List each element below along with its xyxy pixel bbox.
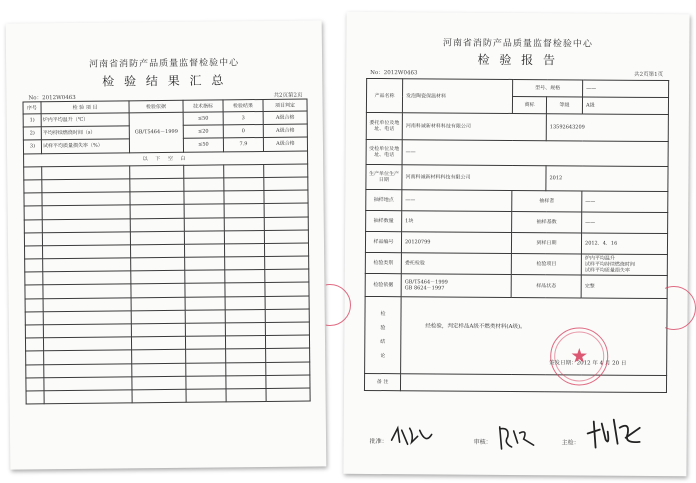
conclusion-cell — [401, 297, 668, 376]
row-item: 炉内平均温升（℃） — [41, 113, 129, 127]
empty-cell — [224, 204, 264, 218]
empty-cell — [26, 391, 44, 404]
empty-cell — [130, 231, 184, 245]
empty-cell — [185, 297, 225, 311]
empty-cell — [265, 282, 309, 296]
remark-value — [400, 374, 666, 393]
sampling-place-label: 抽样地点 — [366, 189, 402, 210]
empty-cell — [131, 257, 185, 271]
empty-cell — [131, 284, 185, 298]
empty-cell — [224, 217, 264, 231]
page-info: 共2页第1页 — [634, 71, 664, 79]
empty-cell — [266, 375, 310, 389]
sample-state-label: 样品状态 — [511, 274, 581, 297]
row-basis: GB/T5464－1999 — [129, 112, 183, 152]
empty-cell — [225, 309, 265, 323]
empty-cell — [224, 164, 264, 178]
issue-date: 2012 年 4 月 20 日 — [576, 360, 627, 367]
row-number: 2) — [23, 127, 41, 140]
empty-cell — [25, 312, 43, 325]
conclusion-char: 结 — [380, 339, 386, 346]
empty-cell — [264, 230, 308, 244]
result-table — [22, 99, 310, 405]
empty-cell — [265, 269, 309, 283]
row-tech: ≤20 — [183, 125, 223, 139]
empty-cell — [26, 364, 44, 377]
seal-star-icon: ★ — [570, 343, 589, 368]
empty-cell — [184, 244, 224, 258]
org-name: 河南省消防产品质量监督检验中心 — [442, 38, 593, 50]
report-table — [364, 78, 669, 393]
empty-cell — [225, 336, 265, 350]
items-value — [581, 254, 667, 276]
arrival-label: 到样日期 — [511, 232, 581, 253]
conclusion-char: 检 — [380, 311, 386, 318]
item-line: 试样平均质量损失率 — [584, 267, 630, 274]
category-label: 检验类别 — [365, 252, 401, 273]
empty-cell — [184, 231, 224, 245]
empty-cell — [44, 390, 132, 404]
empty-cell — [25, 246, 43, 259]
sampling-place: —— — [402, 190, 512, 212]
empty-cell — [43, 245, 131, 259]
header-cell: 检 验 项 目 — [41, 101, 129, 114]
empty-cell — [25, 272, 43, 285]
empty-cell — [185, 336, 225, 350]
issue-label: 签发日期： — [549, 360, 577, 367]
empty-cell — [42, 205, 130, 219]
empty-cell — [43, 297, 131, 311]
empty-cell — [185, 310, 225, 324]
basis-label: 检验依据 — [365, 273, 401, 296]
table-row — [367, 78, 669, 97]
producer-label: 生产单位生产日期 — [366, 164, 402, 189]
empty-cell — [185, 323, 225, 337]
empty-cell — [130, 165, 184, 179]
empty-cell — [25, 338, 43, 351]
summary-page — [6, 20, 327, 469]
item-line: 炉内平均温升 — [584, 255, 615, 262]
blank-note: 以 下 空 白 — [24, 151, 308, 167]
official-seal — [550, 327, 608, 385]
empty-cell — [44, 350, 132, 364]
empty-cell — [185, 270, 225, 284]
basis-line: GB 8624－1997 — [404, 285, 445, 292]
empty-cell — [26, 378, 44, 391]
empty-cell — [44, 363, 132, 377]
table-row — [365, 252, 667, 275]
item-line: 试样平均持续燃烧时间 — [584, 261, 635, 268]
empty-cell — [225, 270, 265, 284]
empty-cell — [225, 296, 265, 310]
empty-cell — [24, 219, 42, 232]
sample-qty-label: 抽样数量 — [366, 210, 402, 231]
model-value: —— — [583, 80, 669, 98]
empty-cell — [132, 389, 186, 403]
page-info: 共2页第2页 — [273, 92, 303, 99]
inspected-label: 受检单位及地址、电话 — [366, 139, 402, 164]
sample-no: 20120799 — [401, 232, 511, 254]
empty-cell — [264, 243, 308, 257]
header-cell: 检验结果 — [223, 99, 263, 111]
table-row — [366, 139, 668, 166]
empty-cell — [43, 258, 131, 272]
empty-cell — [184, 204, 224, 218]
header-cell: 检验依据 — [129, 100, 183, 113]
model-label: 型号、规格 — [513, 79, 583, 96]
empty-cell — [266, 362, 310, 376]
report-number: No：2012W0463 — [28, 94, 76, 102]
empty-cell — [225, 322, 265, 336]
empty-cell — [130, 191, 184, 205]
empty-cell — [42, 166, 130, 180]
empty-cell — [226, 388, 266, 402]
product-name: 发泡陶瓷保温材料 — [402, 79, 512, 114]
empty-cell — [44, 377, 132, 391]
row-number: 1) — [23, 114, 41, 127]
checker-label: 主检： — [561, 439, 580, 447]
row-tech: ≤50 — [183, 138, 223, 152]
empty-cell — [264, 164, 308, 178]
empty-cell — [130, 244, 184, 258]
empty-cell — [25, 325, 43, 338]
empty-cell — [265, 322, 309, 336]
row-item: 平均持续燃烧时间（s） — [41, 126, 129, 140]
page-title: 检 验 报 告 — [477, 52, 559, 68]
empty-cell — [265, 335, 309, 349]
report-page — [343, 12, 689, 476]
empty-row — [26, 388, 310, 404]
empty-cell — [264, 177, 308, 191]
empty-cell — [24, 193, 42, 206]
table-row — [366, 210, 668, 233]
product-name-label: 产品名称 — [366, 78, 402, 112]
checker-signature — [584, 413, 646, 449]
empty-cell — [131, 271, 185, 285]
empty-cell — [132, 376, 186, 390]
reviewer-label: 审核： — [473, 438, 492, 446]
arrival-date: 2012．4．16 — [581, 233, 667, 255]
row-judge: A级合格 — [263, 111, 307, 125]
sampler-label: 抽样者 — [512, 190, 582, 211]
empty-cell — [185, 283, 225, 297]
org-name: 河南省消防产品质量监督检验中心 — [89, 58, 240, 70]
empty-cell — [43, 271, 131, 285]
grade-label: 等级 — [546, 97, 582, 114]
empty-cell — [224, 191, 264, 205]
table-row — [366, 164, 668, 191]
empty-cell — [132, 363, 186, 377]
approver-signature — [388, 422, 436, 448]
empty-cell — [184, 165, 224, 179]
empty-cell — [24, 206, 42, 219]
table-row — [366, 189, 668, 212]
empty-cell — [266, 388, 310, 402]
empty-cell — [43, 311, 131, 325]
header-cell: 序号 — [23, 102, 41, 114]
empty-cell — [185, 257, 225, 271]
empty-cell — [131, 297, 185, 311]
empty-cell — [25, 298, 43, 311]
conclusion-label — [365, 296, 402, 373]
empty-cell — [42, 232, 130, 246]
row-item: 试样平均质量损失率（%） — [41, 139, 129, 153]
remark-label: 备 注 — [364, 373, 400, 390]
row-result: 7.9 — [223, 138, 263, 152]
empty-cell — [132, 350, 186, 364]
sampling-base: —— — [582, 212, 668, 234]
row-judge: A级合格 — [263, 124, 307, 138]
empty-cell — [265, 256, 309, 270]
empty-cell — [42, 192, 130, 206]
empty-cell — [184, 178, 224, 192]
row-result: 0 — [223, 125, 263, 139]
empty-cell — [43, 284, 131, 298]
row-result: 3 — [223, 111, 263, 125]
empty-cell — [26, 351, 44, 364]
client-phone: 13592643209 — [546, 114, 668, 142]
sample-qty: 1块 — [402, 211, 512, 233]
trademark-label: 商标 — [512, 96, 546, 113]
empty-cell — [24, 232, 42, 245]
category-value: 委托检验 — [401, 253, 511, 275]
row-number: 3) — [23, 140, 41, 153]
sample-state: 完整 — [581, 275, 667, 299]
inspected-value: —— — [402, 140, 668, 167]
empty-cell — [264, 190, 308, 204]
empty-cell — [131, 323, 185, 337]
approver-label: 批准： — [369, 437, 388, 446]
empty-cell — [186, 376, 226, 390]
empty-cell — [224, 177, 264, 191]
sample-no-label: 样品编号 — [365, 231, 401, 252]
empty-cell — [264, 203, 308, 217]
conclusion-char: 论 — [380, 353, 386, 360]
empty-cell — [130, 218, 184, 232]
sampling-base-label: 抽样基数 — [512, 211, 582, 232]
table-row — [366, 112, 668, 141]
sampler-value: —— — [582, 191, 668, 213]
producer-value: 河南科诚新材料科技有限公司 — [402, 165, 546, 191]
empty-cell — [265, 296, 309, 310]
empty-cell — [25, 259, 43, 272]
empty-cell — [224, 230, 264, 244]
empty-cell — [131, 310, 185, 324]
row-tech: ≤50 — [183, 112, 223, 126]
row-judge: A级合格 — [263, 137, 307, 151]
empty-cell — [186, 389, 226, 403]
empty-cell — [264, 217, 308, 231]
empty-cell — [226, 349, 266, 363]
empty-cell — [43, 337, 131, 351]
empty-cell — [184, 217, 224, 231]
empty-cell — [24, 180, 42, 193]
empty-cell — [184, 191, 224, 205]
conclusion-text: 经检验，判定样品A级不燃类材料(A级)。 — [425, 323, 526, 331]
grade-value: A级 — [582, 97, 668, 115]
client-label: 委托单位及地址、电话 — [366, 112, 402, 139]
empty-cell — [225, 283, 265, 297]
table-row — [365, 296, 668, 375]
header-cell: 技术指标 — [183, 100, 223, 112]
reviewer-signature — [494, 423, 542, 453]
empty-cell — [43, 324, 131, 338]
empty-cell — [42, 179, 130, 193]
items-label: 检验项目 — [511, 253, 581, 274]
table-row — [364, 373, 666, 392]
basis-value — [401, 274, 511, 298]
table-row — [365, 231, 667, 254]
empty-cell — [226, 375, 266, 389]
empty-cell — [265, 309, 309, 323]
conclusion-char: 验 — [380, 325, 386, 332]
empty-cell — [24, 167, 42, 180]
table-row — [365, 273, 667, 298]
header-cell: 项目判定 — [263, 99, 307, 111]
empty-cell — [42, 218, 130, 232]
page-title: 检 验 结 果 汇 总 — [102, 73, 227, 89]
report-number: No：2012W0463 — [370, 69, 418, 77]
basis-line: GB/T5464－1999 — [404, 279, 448, 286]
empty-cell — [225, 257, 265, 271]
empty-cell — [224, 243, 264, 257]
empty-cell — [131, 336, 185, 350]
empty-cell — [130, 205, 184, 219]
empty-cell — [186, 362, 226, 376]
client-value: 河南科诚新材料科技有限公司 — [402, 113, 546, 141]
empty-cell — [25, 285, 43, 298]
empty-cell — [266, 348, 310, 362]
produce-date: 2012 — [546, 166, 668, 192]
empty-cell — [186, 349, 226, 363]
empty-cell — [226, 362, 266, 376]
empty-cell — [130, 178, 184, 192]
